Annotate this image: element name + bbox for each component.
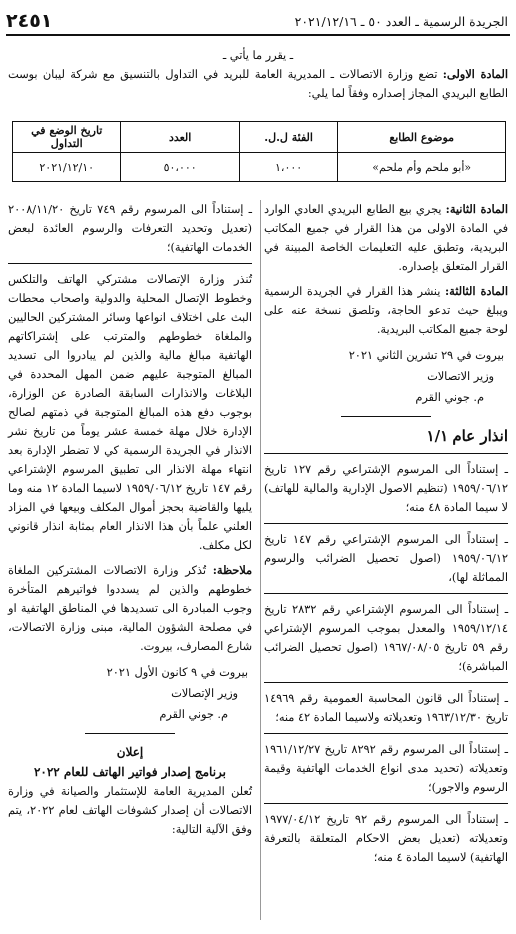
announcement-subtitle: برنامج إصدار فواتير الهاتف للعام ٢٠٢٢ xyxy=(33,765,227,779)
table-cell: ١،٠٠٠ xyxy=(239,153,338,182)
signature-name: م. جوني القرم xyxy=(415,391,484,404)
notice-number: ١/١ xyxy=(426,427,449,445)
signature-block xyxy=(264,345,508,408)
notice-body: تُنذر وزارة الإتصالات مشتركي الهاتف والتلكس وخطوط الإتصال المحلية والدولية واصحاب محطات البث على اختلاف انواعها وسائر المشتركين الحاليين والملغاة خطوطهم والمترتب على إشتراكاتهم الهاتفية مبالغ مالية والذين لم يبادروا الى تسديد المبالغ المتوجبة عليهم ضمن المهل المحددة في البلاغات والانذارات السابقة الصادرة عن الوزارة، بوجوب دفع هذه المبالغ المتوجبة في ذمتهم لصالح الإدارة خلال مهلة خمسة عشر يوماً من تاريخ نشر الانذار في الجريدة الرسمية كي لا تضطر الإدارة بعد انتهاء مهلة الانذار الى تطبيق المرسوم الإشتراعي رقم ١٤٧ تاريخ ١٩٥٩/٠٦/١٢ لاسيما المادة ١٢ منه وما يليها والقاضية بحجز أموال المكلف وبيعها في المزاد العلني علماً بأن هذا الانذار العام بمثابة انذار قانوني لكل مكلف. xyxy=(8,273,252,552)
table-cell: «أبو ملحم وأم ملحم» xyxy=(338,153,506,182)
signature-title: وزير الإتصالات xyxy=(171,687,238,700)
table-cell: ٥٠،٠٠٠ xyxy=(121,153,239,182)
table-cell: ٢٠٢١/١٢/١٠ xyxy=(13,153,121,182)
article-1-label: المادة الاولى: xyxy=(442,67,508,81)
signature-date: بيروت في ٩ كانون الأول ٢٠٢١ xyxy=(106,666,248,679)
note-label: ملاحظة: xyxy=(212,563,253,577)
item-divider xyxy=(264,733,508,734)
gazette-page xyxy=(6,4,510,930)
list-item: ـ إستناداً الى المرسوم الإشتراعي رقم ٢٨٣٢ تاريخ ١٩٥٩/١٢/١٤ والمعدل بموجب المرسوم الإشتراعي رقم ٥٩ تاريخ ١٩٦٧/٠٨/٠٥ (اصول تحصيل الضرائب المباشرة)؛ xyxy=(264,603,508,673)
left-column xyxy=(8,200,252,845)
item-divider xyxy=(8,263,252,264)
table-header-cell: العدد xyxy=(121,122,239,153)
announcement-title: إعلان xyxy=(116,745,144,759)
page-number: ٢٤٥١ xyxy=(6,10,53,32)
signature-date: بيروت في ٢٩ تشرين الثاني ٢٠٢١ xyxy=(348,349,504,362)
signature-name: م. جوني القرم xyxy=(159,708,228,721)
decision-intro xyxy=(8,46,508,103)
list-item: ـ إستناداً الى المرسوم الإشتراعي رقم ١٤٧ تاريخ ١٩٥٩/٠٦/١٢ (اصول تحصيل الضرائب والرسوم المماثلة لها)، xyxy=(264,533,508,584)
announcement-text: تُعلن المديرية العامة للإستثمار والصيانة في وزارة الاتصالات أن إصدار كشوفات الهاتف لعام ٢٠٢٢، يتم وفق الآلية التالية: xyxy=(8,785,253,836)
column-separator xyxy=(260,200,261,920)
signature-title: وزير الاتصالات xyxy=(427,370,494,383)
table-header-cell: الفئة ل.ل. xyxy=(239,122,338,153)
notice-title: انذار عام xyxy=(452,427,508,445)
list-item: ـ إستناداً الى المرسوم رقم ٩٢ تاريخ ١٩٧٧/٠٤/١٢ وتعديلاته (تعديل بعض الاحكام المتعلقة بالتعرفة الهاتفية) لاسيما المادة ٤ منه؛ xyxy=(264,813,508,864)
item-divider xyxy=(264,453,508,454)
list-item: ـ إستناداً الى المرسوم الإشتراعي رقم ١٢٧ تاريخ ١٩٥٩/٠٦/١٢ (تنظيم الاصول الإدارية والمالية للهاتف) لا سيما المادة ٤٨ منه؛ xyxy=(264,463,508,514)
decides-line: ـ يقرر ما يأتي ـ xyxy=(222,49,294,62)
article-2-label: المادة الثانية: xyxy=(445,202,508,216)
header-rule xyxy=(6,34,510,36)
table-header-cell: تاريخ الوضع في التداول xyxy=(13,122,121,153)
running-title: الجريدة الرسمية ـ العدد ٥٠ ـ ٢٠٢١/١٢/١٦ xyxy=(294,14,508,29)
table-header-cell: موضوع الطابع xyxy=(338,122,506,153)
list-item: ـ إستناداً الى قانون المحاسبة العمومية رقم ١٤٩٦٩ تاريخ ١٩٦٣/١٢/٣٠ وتعديلاته ولاسيما المادة ٤٢ منه؛ xyxy=(264,692,508,724)
right-column xyxy=(264,200,508,873)
stamp-table xyxy=(12,121,506,182)
article-3 xyxy=(264,282,508,339)
item-divider xyxy=(264,682,508,683)
list-item: ـ إستناداً الى المرسوم رقم ٨٢٩٢ تاريخ ١٩٦١/١٢/٢٧ وتعديلاته (تحديد مدى انواع الخدمات الهاتفية وقيمة الرسوم والاجور)؛ xyxy=(264,743,508,794)
article-3-text: ينشر هذا القرار في الجريدة الرسمية ويبلغ حيث تدعو الحاجة، وتلصق نسخة عنه على لوحة جميع المكاتب البريدية. xyxy=(264,285,508,336)
item-divider xyxy=(264,593,508,594)
table-row xyxy=(13,153,506,182)
list-item: ـ إستناداً الى المرسوم رقم ٧٤٩ تاريخ ٢٠٠٨/١١/٢٠ (تعديل وتحديد التعرفات والرسوم العائدة لبعض الخدمات الهاتفية)؛ xyxy=(8,203,252,254)
article-3-label: المادة الثالثة: xyxy=(445,284,508,298)
notice-heading xyxy=(264,427,508,445)
article-2-text: يجري بيع الطابع البريدي العادي الوارد في المادة الاولى من هذا القرار في جميع المكاتب البريدية، وتطبق عليه التعليمات الخاصة المبينة في القرار المتعلق بإصداره. xyxy=(264,203,508,273)
article-2 xyxy=(264,200,508,276)
note-paragraph xyxy=(8,561,252,656)
item-divider xyxy=(264,523,508,524)
article-1-text: تضع وزارة الاتصالات ـ المديرية العامة للبريد في التداول بالتنسيق مع شركة ليبان بوست الطابع البريدي المجاز إصداره وفقاً لما يلي: xyxy=(8,68,508,100)
table-header-row xyxy=(13,122,506,153)
section-rule xyxy=(85,733,175,734)
page-header xyxy=(6,10,510,32)
article-1 xyxy=(8,65,508,103)
note-text: تُذكر وزارة الاتصالات المشتركين الملغاة خطوطهم والذين لم يسددوا فواتيرهم المتأخرة وجوب المبادرة الى تسديدها في المناطق الهاتفية او في مصلحة الشؤون المالية، مبنى وزارة الاتصالات، شارع المصارف، بيروت. xyxy=(8,564,252,653)
signature-block xyxy=(8,662,252,725)
section-rule xyxy=(341,416,431,417)
item-divider xyxy=(264,803,508,804)
